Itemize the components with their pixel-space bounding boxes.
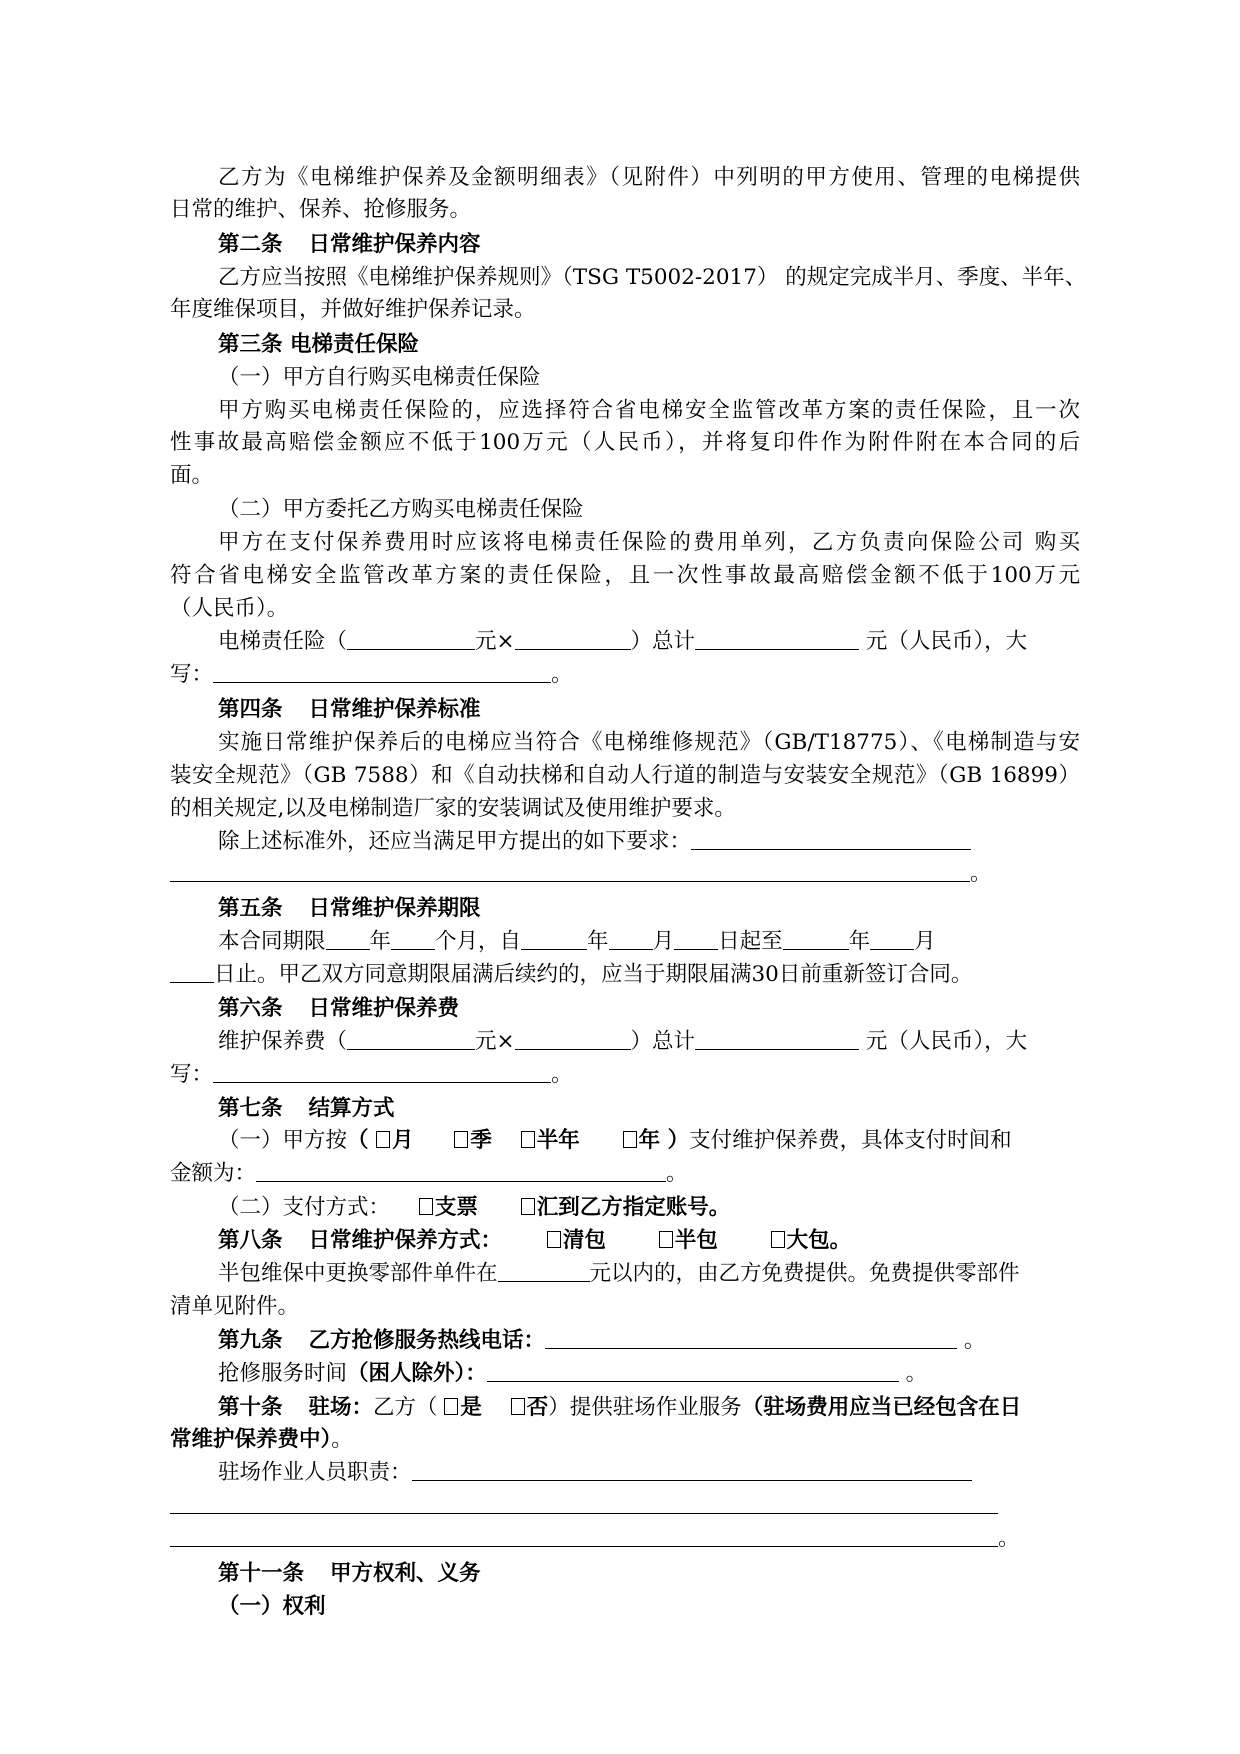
art4-heading: 第四条 日常维护保养标准 xyxy=(218,697,481,722)
art3-sub2-line1: 甲方在支付保养费用时应该将电梯责任保险的费用单列，乙方负责向保险公司 购买 xyxy=(218,530,1080,555)
extra-requirements-blank-1[interactable] xyxy=(691,827,971,850)
checkbox-yes[interactable] xyxy=(444,1398,458,1415)
art3-heading: 第三条 电梯责任保险 xyxy=(218,332,419,357)
art3-sub1-line1: 甲方购买电梯责任保险的，应选择符合省电梯安全监管改革方案的责任保险，且一次 xyxy=(218,398,1080,423)
art2-body-line2: 年度维保项目，并做好维护保养记录。 xyxy=(170,297,536,322)
art7-method-line: （二）支付方式： 支票 汇到乙方指定账号。 xyxy=(218,1195,731,1220)
art3-sub1: （一）甲方自行购买电梯责任保险 xyxy=(218,365,541,390)
art4-body-line1: 实施日常维护保养后的电梯应当符合《电梯维修规范》（GB/T18775）、《电梯制造与安 xyxy=(218,730,1080,755)
art1-body-line1: 乙方为《电梯维护保养及金额明细表》（见附件）中列明的甲方使用、管理的电梯提供 xyxy=(218,165,1080,190)
maintenance-total-blank[interactable] xyxy=(695,1027,859,1050)
art10-duties-line: 驻场作业人员职责： xyxy=(218,1458,1080,1488)
onsite-option-yes[interactable]: 是 xyxy=(444,1395,482,1420)
art4-body-line3: 的相关规定,以及电梯制造厂家的安装调试及使用维护要求。 xyxy=(170,796,736,821)
end-year-blank[interactable] xyxy=(783,927,849,950)
checkbox-no[interactable] xyxy=(511,1398,525,1415)
art2-body-line1: 乙方应当按照《电梯维护保养规则》（TSG T5002-2017） 的规定完成半月、季度、半年、 xyxy=(218,265,1087,290)
art6-heading: 第六条 日常维护保养费 xyxy=(218,996,460,1021)
payment-amount-blank[interactable] xyxy=(256,1159,666,1182)
art3-sub2-line3: （人民币）。 xyxy=(170,596,289,621)
onsite-duties-blank-2[interactable] xyxy=(170,1491,998,1514)
art3-sub1-line2: 性事故最高赔偿金额应不低于100万元（人民币），并将复印件作为附件附在本合同的后 xyxy=(170,430,1080,455)
art10-line2: 常维护保养费中）。 xyxy=(170,1427,353,1452)
onsite-duties-blank-3[interactable] xyxy=(170,1524,998,1547)
start-day-blank[interactable] xyxy=(674,927,718,950)
art11-heading: 第十一条 甲方权利、义务 xyxy=(218,1561,481,1586)
hotline-blank[interactable] xyxy=(545,1326,957,1349)
checkbox-large-package[interactable] xyxy=(771,1231,785,1248)
art9-service-time-line: 抢修服务时间（困人除外）： 。 xyxy=(218,1361,928,1386)
checkbox-halfyear[interactable] xyxy=(521,1131,535,1148)
period-option-quarter[interactable]: 季 xyxy=(454,1128,492,1153)
art5-term-line2: 日止。甲乙双方同意期限届满后续约的，应当于期限届满30日前重新签订合同。 xyxy=(170,960,1080,990)
art10-duties-line3: 。 xyxy=(170,1524,1080,1554)
checkbox-half-package[interactable] xyxy=(659,1231,673,1248)
maintenance-quantity-blank[interactable] xyxy=(515,1027,631,1050)
art10-line1: 第十条 驻场：乙方（ 是 否）提供驻场作业服务（驻场费用应当已经包含在日 xyxy=(218,1395,1022,1420)
art4-extra-req-line: 除上述标准外，还应当满足甲方提出的如下要求： xyxy=(218,827,1080,857)
method-option-transfer[interactable]: 汇到乙方指定账号。 xyxy=(521,1195,731,1220)
insurance-total-blank[interactable] xyxy=(695,627,859,650)
checkbox-quarter[interactable] xyxy=(454,1131,468,1148)
onsite-option-no[interactable]: 否 xyxy=(511,1395,549,1420)
maintenance-capital-amount-blank[interactable] xyxy=(213,1060,551,1083)
art4-body-line2: 装安全规范》（GB 7588）和《自动扶梯和自动人行道的制造与安装安全规范》（GB 16899） xyxy=(170,763,1080,788)
art5-heading: 第五条 日常维护保养期限 xyxy=(218,896,481,921)
checkbox-month[interactable] xyxy=(376,1131,390,1148)
art7-period-line: （一）甲方按（ 月 季 半年 年 ）支付维护保养费，具体支付时间和 xyxy=(218,1128,1012,1153)
period-option-halfyear[interactable]: 半年 xyxy=(521,1128,580,1153)
art9-hotline-line: 第九条 乙方抢修服务热线电话： 。 xyxy=(218,1328,986,1353)
art5-term-line: 本合同期限 年 个月，自 年 月 日起至 年 月 xyxy=(218,929,936,954)
art1-body-line2: 日常的维护、保养、抢修服务。 xyxy=(170,197,472,222)
art7-amount-line: 金额为： 。 xyxy=(170,1161,688,1186)
insurance-unit-price-blank[interactable] xyxy=(347,627,475,650)
onsite-duties-blank-1[interactable] xyxy=(412,1458,972,1481)
art3-insurance-fee-line: 电梯责任险（ 元× ）总计 元（人民币），大 xyxy=(218,629,1028,654)
art2-heading: 第二条 日常维护保养内容 xyxy=(218,232,481,257)
checkbox-full-package[interactable] xyxy=(547,1231,561,1248)
insurance-quantity-blank[interactable] xyxy=(515,627,631,650)
art3-sub2: （二）甲方委托乙方购买电梯责任保险 xyxy=(218,497,584,522)
mode-option-half[interactable]: 半包 xyxy=(659,1228,718,1253)
art8-heading: 第八条 日常维护保养方式： 清包 半包 大包。 xyxy=(218,1228,852,1253)
checkbox-transfer[interactable] xyxy=(521,1198,535,1215)
start-year-blank[interactable] xyxy=(521,927,587,950)
end-day-blank[interactable] xyxy=(170,960,214,983)
maintenance-unit-price-blank[interactable] xyxy=(347,1027,475,1050)
checkbox-year[interactable] xyxy=(623,1131,637,1148)
term-months-blank[interactable] xyxy=(391,927,435,950)
art10-duties-line2 xyxy=(170,1491,1080,1521)
art6-capital-line: 写： 。 xyxy=(170,1062,573,1087)
mode-option-large[interactable]: 大包 xyxy=(771,1228,830,1253)
art8-body-line1: 半包维保中更换零部件单件在 元以内的，由乙方免费提供。免费提供零部件 xyxy=(218,1261,1020,1286)
period-option-month[interactable]: 月 xyxy=(376,1128,414,1153)
art4-extra-req-line2: 。 xyxy=(170,859,1080,889)
art7-heading: 第七条 结算方式 xyxy=(218,1096,395,1121)
mode-option-full[interactable]: 清包 xyxy=(547,1228,606,1253)
method-option-cheque[interactable]: 支票 xyxy=(419,1195,478,1220)
period-option-year[interactable]: 年 xyxy=(623,1128,661,1153)
art8-body-line2: 清单见附件。 xyxy=(170,1294,300,1319)
parts-limit-blank[interactable] xyxy=(498,1259,590,1282)
art3-insurance-capital-line: 写： 。 xyxy=(170,662,573,687)
insurance-capital-amount-blank[interactable] xyxy=(213,660,551,683)
term-years-blank[interactable] xyxy=(326,927,370,950)
extra-requirements-blank-2[interactable] xyxy=(170,859,970,882)
start-month-blank[interactable] xyxy=(609,927,653,950)
end-month-blank[interactable] xyxy=(870,927,914,950)
service-time-blank[interactable] xyxy=(487,1359,899,1382)
checkbox-cheque[interactable] xyxy=(419,1198,433,1215)
art11-sub1: （一）权利 xyxy=(218,1594,326,1619)
art3-sub1-line3: 面。 xyxy=(170,463,214,488)
art3-sub2-line2: 符合省电梯安全监管改革方案的责任保险，且一次性事故最高赔偿金额不低于100万元 xyxy=(170,563,1080,588)
art6-fee-line: 维护保养费（ 元× ）总计 元（人民币），大 xyxy=(218,1029,1028,1054)
